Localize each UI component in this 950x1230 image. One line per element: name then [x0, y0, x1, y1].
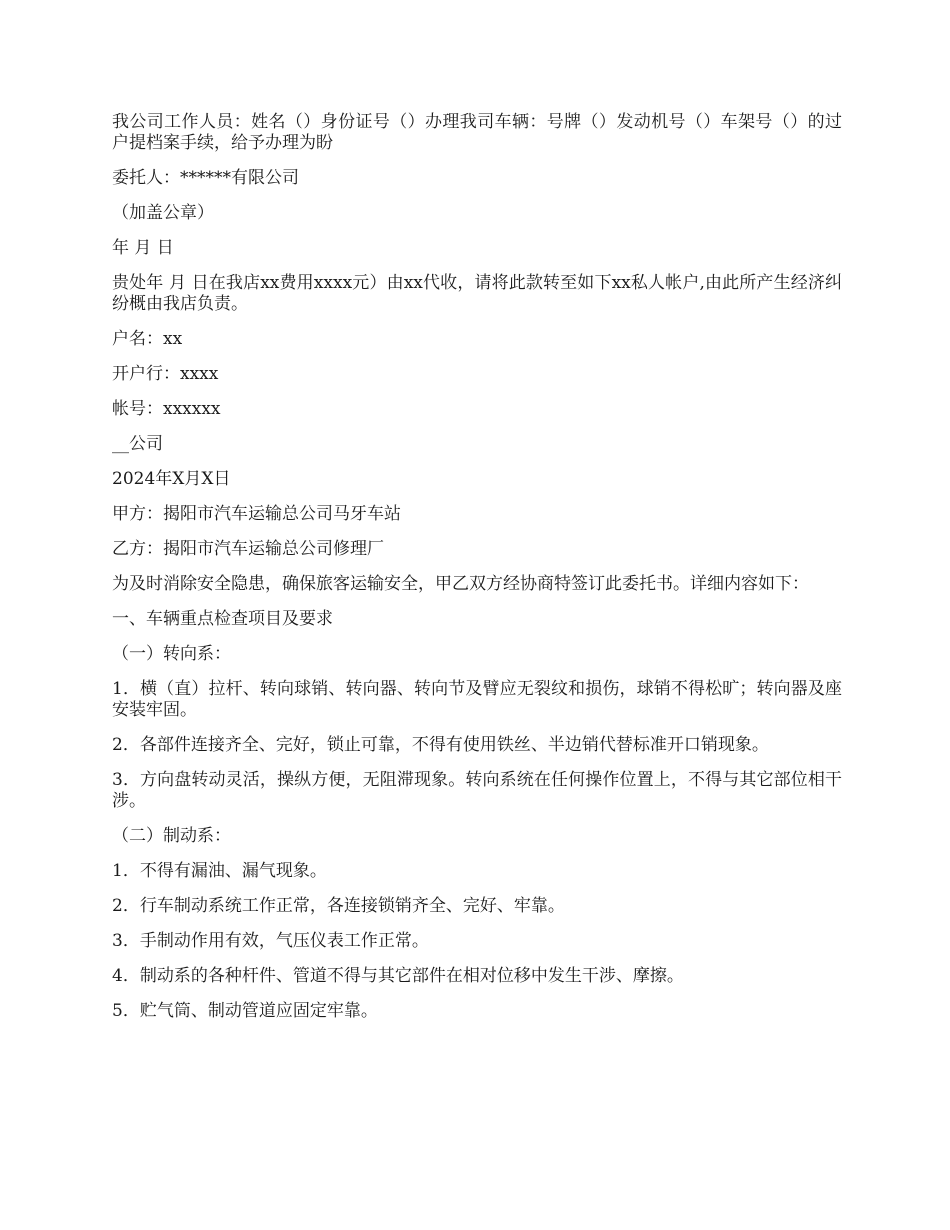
bank-line: 开户行：xxxx: [112, 364, 219, 384]
steering-item-2: 2．各部件连接齐全、完好，锁止可靠，不得有使用铁丝、半边销代替标准开口销现象。: [112, 735, 769, 755]
account-number-line: 帐号：xxxxxx: [112, 399, 221, 419]
payment-transfer-paragraph: 贵处年 月 日在我店xx费用xxxx元）由xx代收，请将此款转至如下xx私人帐户,由此所产生经济纠纷概由我店负责。: [112, 273, 842, 314]
document-page: [112, 112, 842, 1036]
authorization-paragraph: 我公司工作人员：姓名（）身份证号（）办理我司车辆：号牌（）发动机号（）车架号（）的过户提档案手续，给予办理为盼: [112, 112, 842, 153]
braking-item-2: 2．行车制动系统工作正常，各连接锁销齐全、完好、牢靠。: [112, 896, 565, 916]
party-a-line: 甲方：揭阳市汽车运输总公司马牙车站: [112, 504, 401, 524]
braking-item-1: 1．不得有漏油、漏气现象。: [112, 861, 327, 881]
party-b-line: 乙方：揭阳市汽车运输总公司修理厂: [112, 539, 384, 559]
company-signature-line: __公司: [112, 434, 163, 454]
section-heading: 一、车辆重点检查项目及要求: [112, 609, 333, 629]
braking-item-5: 5．贮气筒、制动管道应固定牢靠。: [112, 1001, 378, 1021]
account-name-line: 户名：xx: [112, 329, 183, 349]
braking-item-3: 3．手制动作用有效，气压仪表工作正常。: [112, 931, 429, 951]
date-line: 年 月 日: [112, 238, 174, 258]
subsection-steering: （一）转向系：: [112, 644, 231, 664]
steering-item-3: 3．方向盘转动灵活，操纵方便，无阻滞现象。转向系统在任何操作位置上，不得与其它部位相干涉。: [112, 770, 842, 811]
principal-line: 委托人：******有限公司: [112, 168, 299, 188]
subsection-braking: （二）制动系：: [112, 826, 231, 846]
signature-date-line: 2024年X月X日: [112, 469, 231, 489]
steering-item-1: 1．横（直）拉杆、转向球销、转向器、转向节及臂应无裂纹和损伤，球销不得松旷；转向器及座安装牢固。: [112, 679, 842, 720]
intro-paragraph: 为及时消除安全隐患，确保旅客运输安全，甲乙双方经协商特签订此委托书。详细内容如下：: [112, 574, 809, 594]
seal-note: （加盖公章）: [112, 203, 214, 223]
braking-item-4: 4．制动系的各种杆件、管道不得与其它部件在相对位移中发生干涉、摩擦。: [112, 966, 684, 986]
